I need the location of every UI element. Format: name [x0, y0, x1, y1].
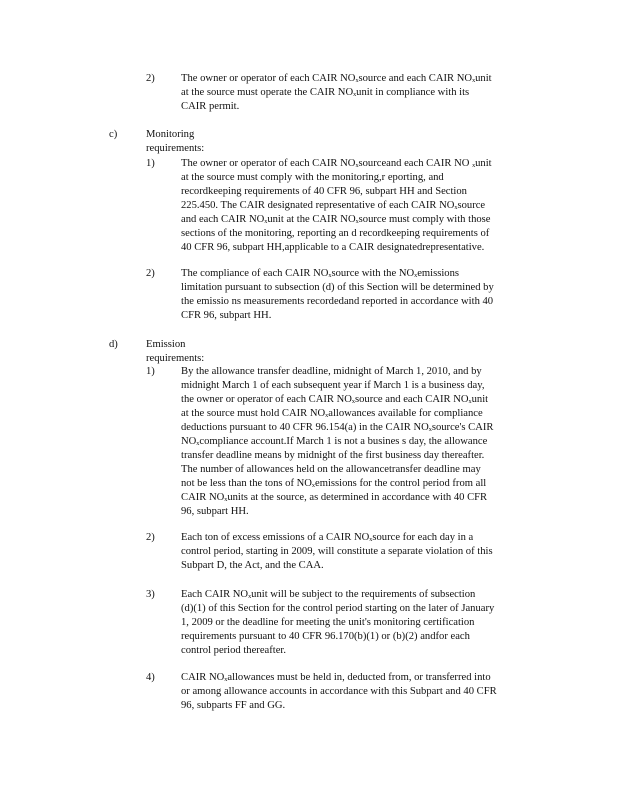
item-text: The owner or operator of each CAIR NOₓsource and each CAIR NOₓunit at the source must operate the CAIR NOₓunit in compliance with its CAIR permit.	[181, 73, 492, 112]
item-text: The owner or operator of each CAIR NOₓsourceand each CAIR NO ₓunit at the source must comply with the monitoring,r eporting, and recordkeeping requirements of 40 CFR 96, subpart HH and Section 225.450. The CAIR designated representative of each CAIR NOₓsource and each CAIR NOₓunit at the CAIR NOₓsource must comply with those sections of the monitoring, reporting an d recordkeeping requirements of 40 CFR 96, subpart HH,applicable to a CAIR designatedrepresentative.	[181, 158, 492, 253]
item-marker: 2)	[146, 268, 155, 279]
item-marker: 2)	[146, 73, 155, 84]
item-text: Each ton of excess emissions of a CAIR NOₓsource for each day in a control period, starting in 2009, will constitute a separate violation of this Subpart D, the Act, and the CAA.	[181, 532, 493, 571]
section-heading: Emission requirements:	[146, 339, 205, 364]
item-marker: 2)	[146, 532, 155, 543]
item-marker: 3)	[146, 589, 155, 600]
item-marker: 1)	[146, 158, 155, 169]
section-marker: d)	[109, 339, 118, 350]
item-text: Each CAIR NOₓunit will be subject to the requirements of subsection (d)(1) of this Section for the control period starting on the later of January 1, 2009 or the deadline for meeting the unit's monitoring certification requirements pursuant to 40 CFR 96.170(b)(1) or (b)(2) andfor each control period thereafter.	[181, 589, 495, 656]
item-marker: 1)	[146, 366, 155, 377]
item-text: The compliance of each CAIR NOₓsource with the NOₓemissions limitation pursuant to subsection (d) of this Section will be determined by the emissio ns measurements recordedand reported in accordance with 40 CFR 96, subpart HH.	[181, 268, 494, 321]
item-text: CAIR NOₓallowances must be held in, deducted from, or transferred into or among allowance accounts in accordance with this Subpart and 40 CFR 96, subparts FF and GG.	[181, 672, 497, 711]
item-marker: 4)	[146, 672, 155, 683]
section-marker: c)	[109, 129, 118, 140]
item-text: By the allowance transfer deadline, midnight of March 1, 2010, and by midnight March 1 of each subsequent year if March 1 is a business day, the owner or operator of each CAIR NOₓsource and each CAIR NOₓunit at the source must hold CAIR NOₓallowances available for compliance deductions pursuant to 40 CFR 96.154(a) in the CAIR NOₓsource's CAIR NOₓcompliance account.If March 1 is not a busines s day, the allowance transfer deadline means by midnight of the first business day thereafter. The number of allowances held on the allowancetransfer deadline may not be less than the tons of NOₓemissions for the control period from all CAIR NOₓunits at the source, as determined in accordance with 40 CFR 96, subpart HH.	[181, 366, 494, 517]
section-heading: Monitoring requirements:	[146, 129, 205, 154]
